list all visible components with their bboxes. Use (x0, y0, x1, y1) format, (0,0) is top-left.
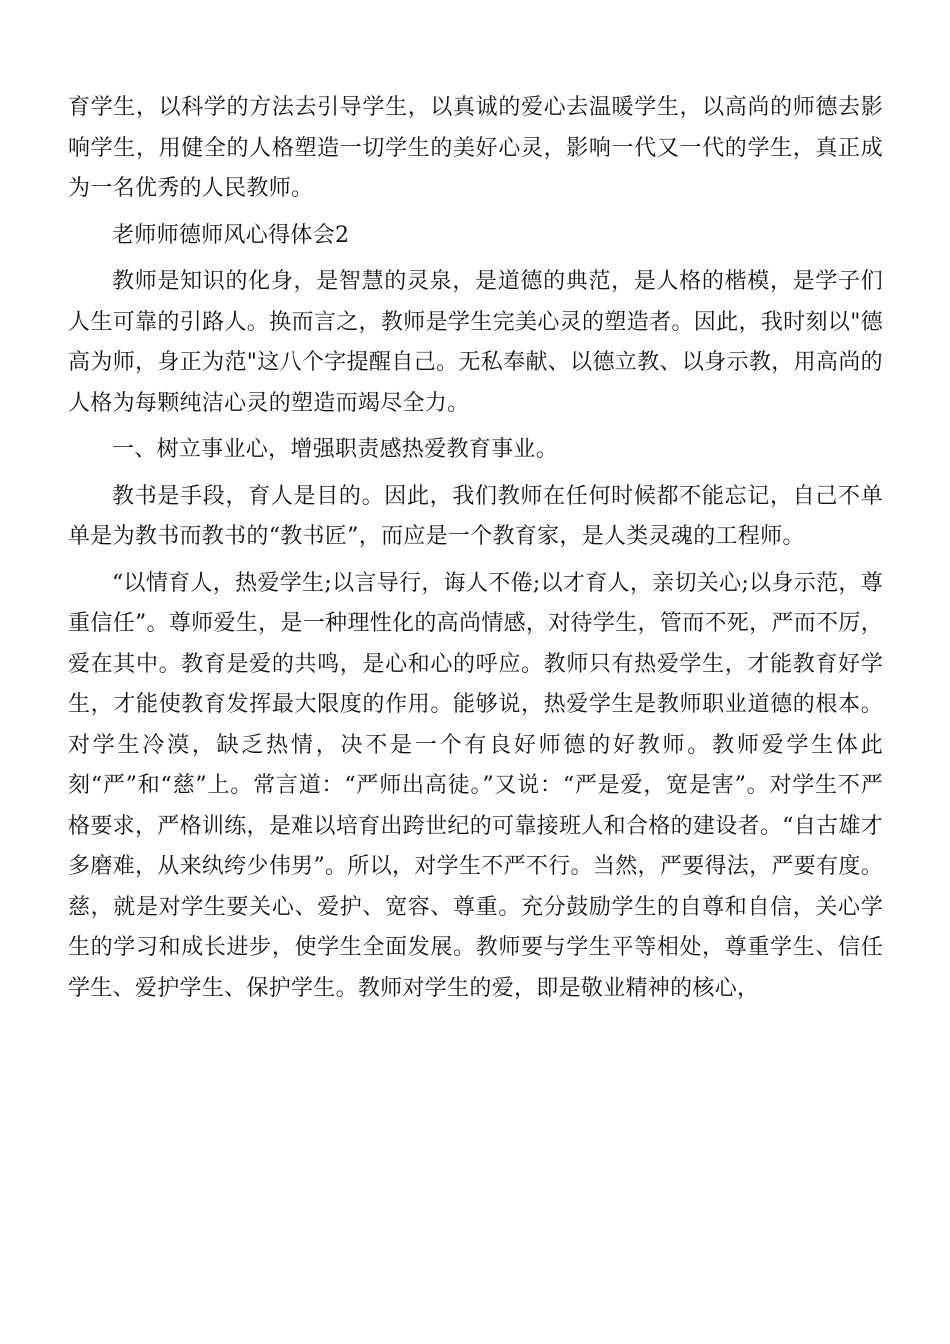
document-page (68, 88, 883, 1015)
paragraph-continued: 育学生，以科学的方法去引导学生，以真诚的爱心去温暖学生，以高尚的师德去影响学生，用健全的人格塑造一切学生的美好心灵，影响一代又一代的学生，真正成为一名优秀的人民教师。 (68, 95, 883, 201)
paragraph-love-students: “以情育人，热爱学生;以言导行，诲人不倦;以才育人，亲切关心;以身示范，尊重信任”。尊师爱生，是一种理性化的高尚情感，对待学生，管而不死，严而不厉，爱在其中。教育是爱的共鸣，是心和心的呼应。教师只有热爱学生，才能教育好学生，才能使教育发挥最大限度的作用。能够说，热爱学生是教师职业道德的根本。对学生冷漠，缺乏热情，决不是一个有良好师德的好教师。教师爱学生体此刻“严”和“慈”上。常言道：“严师出高徒。”又说：“严是爱，宽是害”。对学生不严格要求，严格训练，是难以培育出跨世纪的可靠接班人和合格的建设者。“自古雄才多磨难，从来纨绔少伟男”。所以，对学生不严不行。当然，严要得法，严要有度。慈，就是对学生要关心、爱护、宽容、尊重。充分鼓励学生的自尊和自信，关心学生的学习和成长进步，使学生全面发展。教师要与学生平等相处，尊重学生、信任学生、爱护学生、保护学生。教师对学生的爱，即是敬业精神的核心， (68, 570, 883, 1001)
section-title: 老师师德师风心得体会2 (112, 222, 350, 248)
paragraph-teaching: 教书是手段，育人是目的。因此，我们教师在任何时候都不能忘记，自己不单单是为教书而教书的“教书匠”，而应是一个教育家，是人类灵魂的工程师。 (68, 483, 883, 549)
subsection-heading: 一、树立事业心，增强职责感热爱教育事业。 (112, 437, 559, 462)
paragraph-intro: 教师是知识的化身，是智慧的灵泉，是道德的典范，是人格的楷模，是学子们人生可靠的引路人。换而言之，教师是学生完美心灵的塑造者。因此，我时刻以"德高为师，身正为范"这八个字提醒自己。无私奉献、以德立教、以身示教，用高尚的人格为每颗纯洁心灵的塑造而竭尽全力。 (68, 269, 883, 416)
